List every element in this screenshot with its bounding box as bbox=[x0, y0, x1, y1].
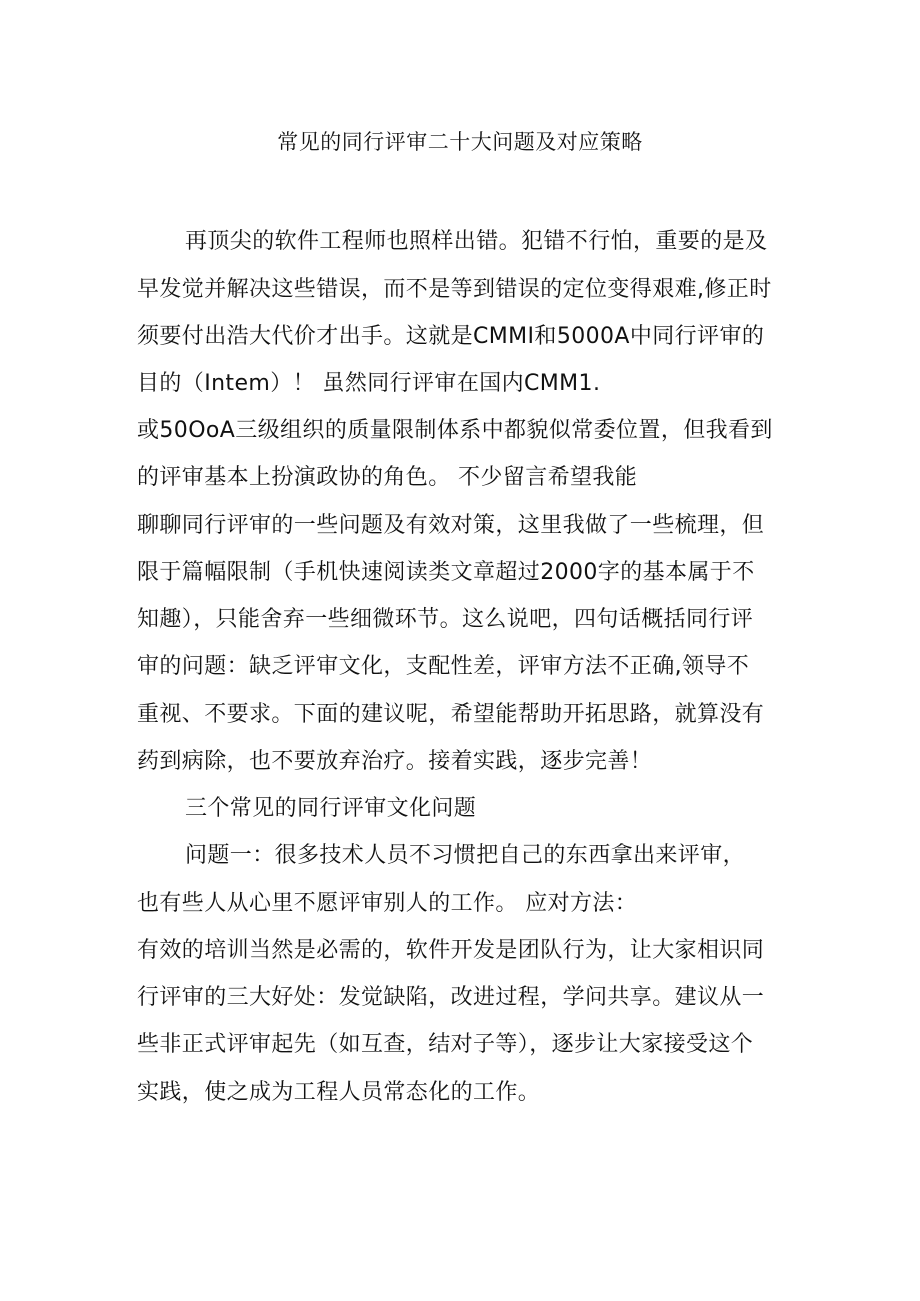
document-title: 常见的同行评审二十大问题及对应策略 bbox=[277, 130, 643, 154]
paragraph-line: 再顶尖的软件工程师也照样出错。犯错不行怕，重要的是及 bbox=[185, 229, 768, 254]
paragraph-line: 早发觉并解决这些错误，而不是等到错误的定位变得艰难,修正时 bbox=[137, 277, 772, 302]
section-heading: 三个常见的同行评审文化问题 bbox=[185, 796, 477, 821]
paragraph-line: 也有些人从心里不愿评审别人的工作。 应对方法： bbox=[137, 891, 638, 916]
paragraph-line: 审的问题：缺乏评审文化，支配性差，评审方法不正确,领导不 bbox=[137, 654, 750, 679]
paragraph-line: 药到病除，也不要放弃治疗。接着实践，逐步完善！ bbox=[137, 749, 653, 774]
paragraph-line: 的评审基本上扮演政协的角色。 不少留言希望我能 bbox=[137, 465, 638, 490]
paragraph-line: 问题一：很多技术人员不习惯把自己的东西拿出来评审， bbox=[185, 843, 746, 868]
paragraph-line: 些非正式评审起先（如互查，结对子等），逐步让大家接受这个 bbox=[137, 1032, 754, 1057]
paragraph-line: 有效的培训当然是必需的，软件开发是团队行为，让大家相识同 bbox=[137, 938, 765, 963]
paragraph-line: 知趣），只能舍弃一些细微环节。这么说吧，四句话概括同行评 bbox=[137, 607, 754, 632]
paragraph-line: 聊聊同行评审的一些问题及有效对策，这里我做了一些梳理，但 bbox=[137, 513, 765, 538]
paragraph-line: 行评审的三大好处：发觉缺陷，改进过程，学问共享。建议从一 bbox=[137, 985, 765, 1010]
paragraph-line: 或50OoA三级组织的质量限制体系中都貌似常委位置，但我看到 bbox=[137, 418, 773, 443]
paragraph-line: 重视、不要求。下面的建议呢，希望能帮助开拓思路，就算没有 bbox=[137, 702, 765, 727]
paragraph-line: 实践，使之成为工程人员常态化的工作。 bbox=[137, 1080, 541, 1105]
paragraph-line: 须要付出浩大代价才出手。这就是CMMI和5000A中同行评审的 bbox=[137, 324, 765, 349]
paragraph-line: 目的（Intem）！ 虽然同行评审在国内CMM1. bbox=[137, 371, 601, 396]
paragraph-line: 限于篇幅限制（手机快速阅读类文章超过2000字的基本属于不 bbox=[137, 560, 755, 585]
